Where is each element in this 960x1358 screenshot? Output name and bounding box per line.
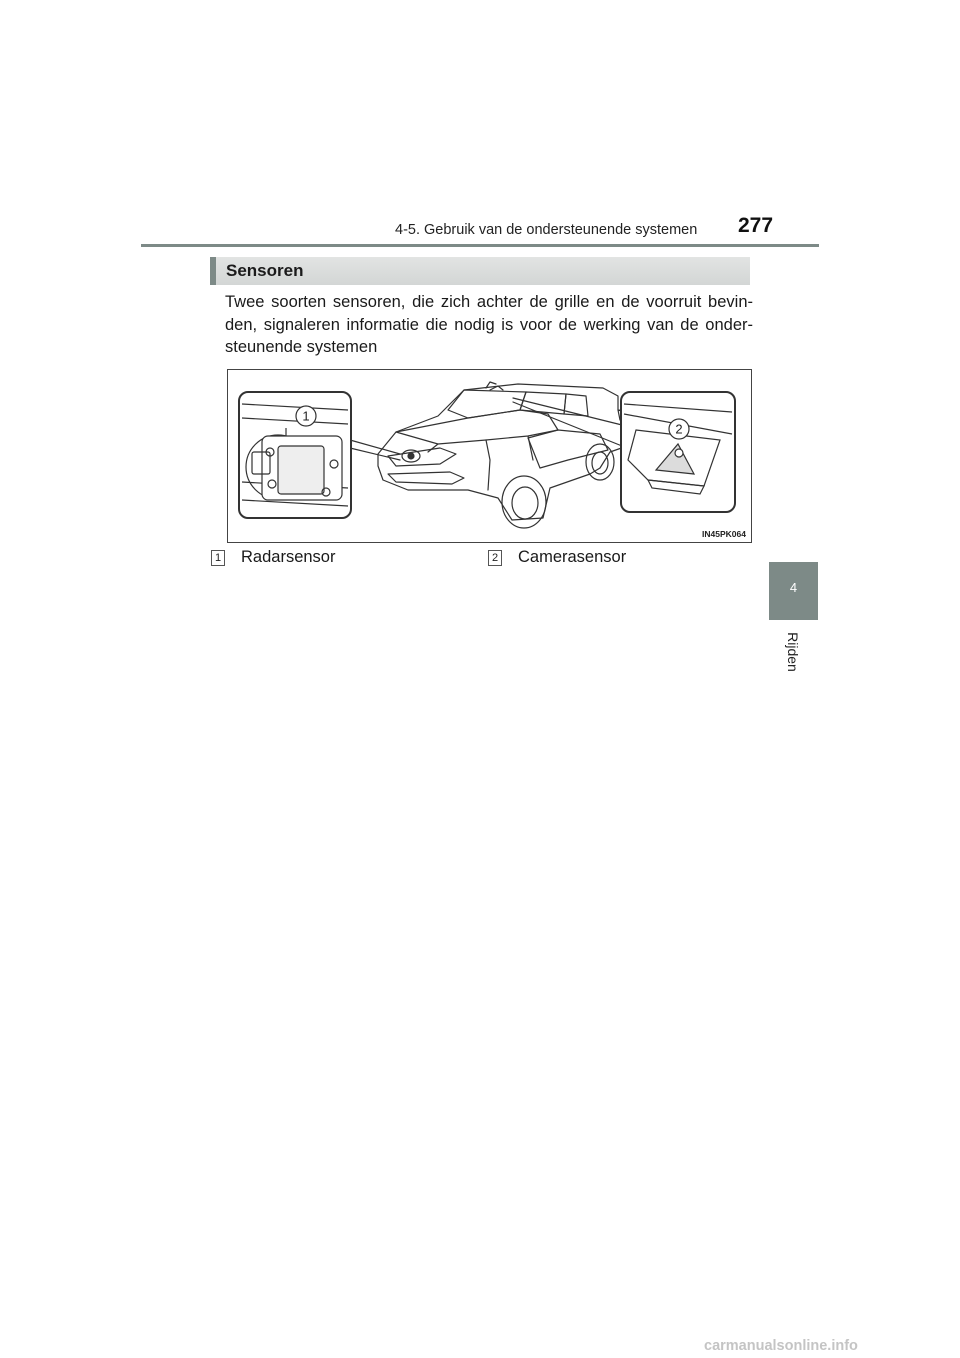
legend-item-radar — [211, 548, 335, 567]
watermark[interactable]: carmanualsonline.info — [704, 1338, 858, 1354]
figure-code: IN45PK064 — [702, 529, 746, 539]
legend-marker-2: 2 — [488, 550, 502, 566]
radar-sensor-inset — [239, 392, 351, 518]
section-title: Sensoren — [226, 261, 304, 280]
legend-label-radar: Radarsensor — [241, 548, 336, 566]
section-heading-bar — [210, 257, 750, 285]
page-header-title: 4-5. Gebruik van de ondersteunende systemen — [395, 222, 698, 238]
page-number: 277 — [738, 214, 774, 237]
sensor-location-figure — [227, 369, 752, 543]
legend-marker-1: 1 — [211, 550, 225, 566]
legend-item-camera — [488, 548, 626, 567]
camera-sensor-inset — [621, 392, 735, 512]
section-heading-accent — [210, 257, 216, 285]
legend-label-camera: Camerasensor — [518, 548, 627, 566]
chapter-number: 4 — [789, 580, 798, 595]
truck-illustration — [228, 370, 751, 542]
callout-1-number: 1 — [302, 408, 310, 424]
header-divider — [141, 244, 819, 247]
chapter-label: Rijden — [785, 632, 801, 672]
chapter-tab[interactable] — [769, 562, 818, 620]
callout-2-number: 2 — [675, 421, 683, 437]
section-body-text: Twee soorten sensoren, die zich achter de grille en de voorruit bevin-den, signaleren informatie die nodig is voor de werking van de onder-steunende systemen — [225, 293, 753, 356]
